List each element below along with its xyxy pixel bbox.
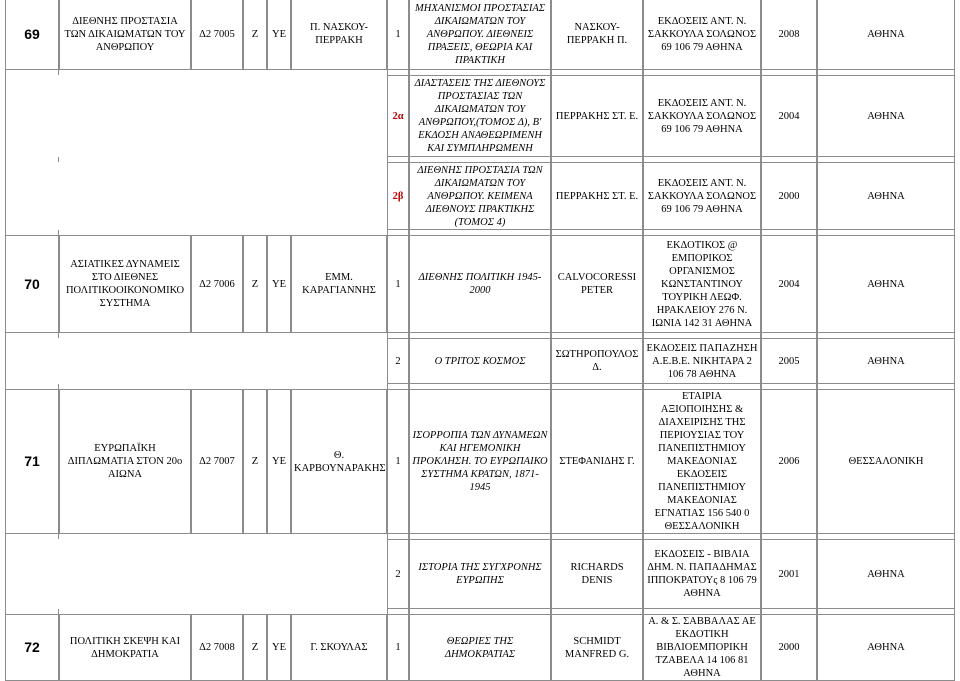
semester: Ζ: [243, 389, 267, 534]
book-title: ΔΙΕΘΝΗΣ ΠΡΟΣΤΑΣΙΑ ΤΩΝ ΔΙΚΑΙΩΜΑΤΩΝ ΤΟΥ ΑΝΘΡΩΠΟΥ. ΚΕΙΜΕΝΑ ΔΙΕΘΝΟΥΣ ΠΡΑΚΤΙΚΗΣ (ΤΟΜΟΣ 4): [409, 162, 551, 230]
book-author: ΣΩΤΗΡΟΠΟΥΛΟΣ Δ.: [551, 338, 643, 384]
publisher: ΕΚΔΟΣΕΙΣ ΑΝΤ. Ν. ΣΑΚΚΟΥΛΑ ΣΟΛΩΝΟΣ 69 106 79 ΑΘΗΝΑ: [643, 0, 761, 70]
publisher: ΕΚΔΟΣΕΙΣ - ΒΙΒΛΙΑ ΔΗΜ. Ν. ΠΑΠΑΔΗΜΑΣ ΙΠΠΟΚΡΑΤΟΥς 8 106 79 ΑΘΗΝΑ: [643, 539, 761, 609]
publisher: Α. & Σ. ΣΑΒΒΑΛΑΣ ΑΕ ΕΚΔΟΤΙΚΗ ΒΙΒΛΙΟΕΜΠΟΡΙΚΗ ΤΖΑΒΕΛΑ 14 106 81 ΑΘΗΝΑ: [643, 614, 761, 681]
publication-year: 2004: [761, 75, 817, 157]
publisher: ΕΚΔΟΣΕΙΣ ΑΝΤ. Ν. ΣΑΚΚΟΥΛΑ ΣΟΛΩΝΟΣ 69 106 79 ΑΘΗΝΑ: [643, 162, 761, 230]
publication-city: ΑΘΗΝΑ: [817, 614, 955, 681]
course-books-table: [5, 0, 955, 681]
publication-year: 2001: [761, 539, 817, 609]
publication-year: 2004: [761, 235, 817, 333]
semester: Ζ: [243, 0, 267, 70]
instructor: ΕΜΜ. ΚΑΡΑΓΙΑΝΝΗΣ: [291, 235, 387, 333]
publisher: ΕΤΑΙΡΙΑ ΑΞΙΟΠΟΙΗΣΗΣ & ΔΙΑΧΕΙΡΙΣΗΣ ΤΗΣ ΠΕΡΙΟΥΣΙΑΣ ΤΟΥ ΠΑΝΕΠΙΣΤΗΜΙΟΥ ΜΑΚΕΔΟΝΙΑΣ ΕΚΔΟΣΕΙΣ ΠΑΝΕΠΙΣΤΗΜΙΟΥ ΜΑΚΕΔΟΝΙΑΣ ΕΓΝΑΤΙΑΣ 156 540 0 ΘΕΣΣΑΛΟΝΙΚΗ: [643, 389, 761, 534]
book-title: Ο ΤΡΙΤΟΣ ΚΟΣΜΟΣ: [409, 338, 551, 384]
book-title: ΜΗΧΑΝΙΣΜΟΙ ΠΡΟΣΤΑΣΙΑΣ ΔΙΚΑΙΩΜΑΤΩΝ ΤΟΥ ΑΝΘΡΩΠΟΥ. ΔΙΕΘΝΕΙΣ ΠΡΑΞΕΙΣ, ΘΕΩΡΙΑ ΚΑΙ ΠΡΑΚΤΙΚΗ: [409, 0, 551, 70]
semester: Ζ: [243, 614, 267, 681]
course-number: 69: [5, 0, 59, 70]
book-index: 1: [387, 389, 409, 534]
book-index: 2: [387, 338, 409, 384]
course-type: ΥΕ: [267, 0, 291, 70]
book-index: 1: [387, 614, 409, 681]
table-row: [5, 162, 955, 230]
publisher: ΕΚΔΟΣΕΙΣ ΑΝΤ. Ν. ΣΑΚΚΟΥΛΑ ΣΟΛΩΝΟΣ 69 106 79 ΑΘΗΝΑ: [643, 75, 761, 157]
course-code: Δ2 7007: [191, 389, 243, 534]
course-number: 72: [5, 614, 59, 681]
publication-year: 2006: [761, 389, 817, 534]
book-title: ΔΙΕΘΝΗΣ ΠΟΛΙΤΙΚΗ 1945-2000: [409, 235, 551, 333]
table-row: [5, 389, 955, 534]
publication-city: ΑΘΗΝΑ: [817, 162, 955, 230]
table-row: [5, 614, 955, 681]
book-author: SCHMIDT MANFRED G.: [551, 614, 643, 681]
course-code: Δ2 7006: [191, 235, 243, 333]
book-title: ΘΕΩΡΙΕΣ ΤΗΣ ΔΗΜΟΚΡΑΤΙΑΣ: [409, 614, 551, 681]
table-row: [5, 235, 955, 333]
book-author: ΠΕΡΡΑΚΗΣ ΣΤ. Ε.: [551, 75, 643, 157]
book-author: RICHARDS DENIS: [551, 539, 643, 609]
course-title: ΔΙΕΘΝΗΣ ΠΡΟΣΤΑΣΙΑ ΤΩΝ ΔΙΚΑΙΩΜΑΤΩΝ ΤΟΥ ΑΝΘΡΩΠΟΥ: [59, 0, 191, 70]
publication-city: ΑΘΗΝΑ: [817, 539, 955, 609]
publication-year: 2008: [761, 0, 817, 70]
book-index: 2β: [387, 162, 409, 230]
course-code: Δ2 7005: [191, 0, 243, 70]
book-index: 2: [387, 539, 409, 609]
publisher: ΕΚΔΟΤΙΚΟΣ @ ΕΜΠΟΡΙΚΟΣ ΟΡΓΑΝΙΣΜΟΣ ΚΩΝΣΤΑΝΤΙΝΟΥ ΤΟΥΡΙΚΗ ΛΕΩΦ. ΗΡΑΚΛΕΙΟΥ 276 Ν. ΙΩΝΙΑ 142 31 ΑΘΗΝΑ: [643, 235, 761, 333]
course-title: ΠΟΛΙΤΙΚΗ ΣΚΕΨΗ ΚΑΙ ΔΗΜΟΚΡΑΤΙΑ: [59, 614, 191, 681]
book-index: 1: [387, 0, 409, 70]
publication-year: 2000: [761, 614, 817, 681]
table-row: [5, 0, 955, 70]
publication-city: ΑΘΗΝΑ: [817, 338, 955, 384]
book-title: ΔΙΑΣΤΑΣΕΙΣ ΤΗΣ ΔΙΕΘΝΟΥΣ ΠΡΟΣΤΑΣΙΑΣ ΤΩΝ ΔΙΚΑΙΩΜΑΤΩΝ ΤΟΥ ΑΝΘΡΩΠΟΥ,(ΤΟΜΟΣ Δ), Β' ΕΚΔΟΣΗ ΑΝΑΘΕΩΡΙΜΕΝΗ ΚΑΙ ΣΥΜΠΛΗΡΩΜΕΝΗ: [409, 75, 551, 157]
table-row: [5, 75, 955, 157]
book-author: ΠΕΡΡΑΚΗΣ ΣΤ. Ε.: [551, 162, 643, 230]
course-type: ΥΕ: [267, 389, 291, 534]
instructor: Π. ΝΑΣΚΟΥ-ΠΕΡΡΑΚΗ: [291, 0, 387, 70]
book-title: ΙΣΤΟΡΙΑ ΤΗΣ ΣΥΓΧΡΟΝΗΣ ΕΥΡΩΠΗΣ: [409, 539, 551, 609]
course-type: ΥΕ: [267, 235, 291, 333]
table-row: [5, 338, 955, 384]
course-number: 70: [5, 235, 59, 333]
course-code: Δ2 7008: [191, 614, 243, 681]
course-title: ΕΥΡΩΠΑΪΚΗ ΔΙΠΛΩΜΑΤΙΑ ΣΤΟΝ 20ο ΑΙΩΝΑ: [59, 389, 191, 534]
publication-year: 2000: [761, 162, 817, 230]
publication-city: ΑΘΗΝΑ: [817, 235, 955, 333]
book-title: ΙΣΟΡΡΟΠΙΑ ΤΩΝ ΔΥΝΑΜΕΩΝ ΚΑΙ ΗΓΕΜΟΝΙΚΗ ΠΡΟΚΛΗΣΗ. ΤΟ ΕΥΡΩΠΑΙΚΟ ΣΥΣΤΗΜΑ ΚΡΑΤΩΝ, 1871-1945: [409, 389, 551, 534]
book-index: 2α: [387, 75, 409, 157]
publisher: ΕΚΔΟΣΕΙΣ ΠΑΠΑΖΗΣΗ Α.Ε.Β.Ε. ΝΙΚΗΤΑΡΑ 2 106 78 ΑΘΗΝΑ: [643, 338, 761, 384]
book-author: ΝΑΣΚΟΥ-ΠΕΡΡΑΚΗ Π.: [551, 0, 643, 70]
table-row: [5, 539, 955, 609]
book-index: 1: [387, 235, 409, 333]
instructor: Γ. ΣΚΟΥΛΑΣ: [291, 614, 387, 681]
book-author: ΣΤΕΦΑΝΙΔΗΣ Γ.: [551, 389, 643, 534]
course-title: ΑΣΙΑΤΙΚΕΣ ΔΥΝΑΜΕΙΣ ΣΤΟ ΔΙΕΘΝΕΣ ΠΟΛΙΤΙΚΟΟΙΚΟΝΟΜΙΚΟ ΣΥΣΤΗΜΑ: [59, 235, 191, 333]
publication-year: 2005: [761, 338, 817, 384]
book-author: CALVOCORESSI PETER: [551, 235, 643, 333]
publication-city: ΘΕΣΣΑΛΟΝΙΚΗ: [817, 389, 955, 534]
publication-city: ΑΘΗΝΑ: [817, 75, 955, 157]
course-type: ΥΕ: [267, 614, 291, 681]
course-number: 71: [5, 389, 59, 534]
instructor: Θ. ΚΑΡΒΟΥΝΑΡΑΚΗΣ: [291, 389, 387, 534]
publication-city: ΑΘΗΝΑ: [817, 0, 955, 70]
semester: Ζ: [243, 235, 267, 333]
